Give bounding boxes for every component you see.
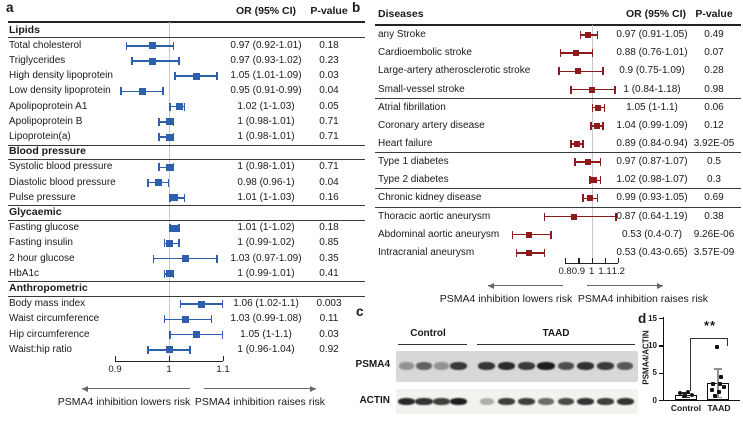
axis-tick-label: 0.8 — [558, 266, 572, 277]
or-value: 1.05 (1-1.1) — [626, 101, 678, 113]
ci-cap-right — [162, 87, 164, 95]
blot-band — [478, 362, 495, 370]
row-label: Waist circumference — [9, 313, 100, 325]
or-marker — [166, 240, 173, 247]
ci-cap-left — [574, 158, 576, 166]
or-value: 1.02 (1-1.03) — [237, 100, 295, 112]
ci-cap-right — [550, 231, 552, 239]
axis-tick — [618, 258, 619, 263]
ci-cap-right — [582, 140, 584, 148]
panel-c-label: c — [356, 304, 364, 319]
risk-arrow-right-head — [310, 386, 316, 392]
ci-cap-left — [174, 72, 176, 80]
or-marker — [171, 194, 178, 201]
or-marker — [587, 195, 593, 201]
ci-cap-left — [570, 140, 572, 148]
ci-cap-left — [147, 346, 149, 354]
significance-bracket — [690, 338, 727, 339]
ci-cap-right — [178, 239, 180, 247]
ci-cap-left — [558, 67, 560, 75]
ci-cap-left — [560, 49, 562, 57]
ci-cap-left — [158, 133, 160, 141]
blot-group-underline-taad — [477, 344, 635, 345]
significance-bracket — [727, 338, 728, 346]
row-label: Apolipoprotein A1 — [9, 100, 88, 112]
or-value: 0.89 (0.84-0.94) — [616, 137, 688, 149]
blot-band — [617, 362, 633, 370]
blot-band — [450, 398, 468, 405]
p-value: 0.06 — [704, 101, 724, 113]
row-label: Fasting insulin — [9, 237, 73, 249]
blot-band — [558, 362, 575, 370]
axis-tick-label: 0.9 — [571, 266, 585, 277]
axis-tick-label: 1 — [589, 266, 595, 277]
row-label: Total cholesterol — [9, 39, 82, 51]
ci-cap-right — [178, 57, 180, 65]
blot-band — [597, 362, 614, 370]
ci-cap-left — [153, 255, 155, 263]
p-value: 0.11 — [319, 313, 339, 325]
bar-y-axis — [663, 317, 664, 401]
x-axis-line — [565, 263, 618, 264]
panel-a-header-rule — [8, 21, 365, 23]
or-value: 0.87 (0.64-1.19) — [616, 210, 688, 222]
p-value: 0.12 — [704, 119, 724, 131]
or-value: 1 (0.84-1.18) — [623, 83, 681, 95]
bar-x-axis — [663, 400, 740, 401]
bar-y-tick-label: 0 — [652, 395, 657, 405]
row-label: Abdominal aortic aneurysm — [378, 228, 500, 240]
p-value: 0.98 — [704, 83, 724, 95]
axis-tick — [592, 258, 593, 263]
group-divider — [375, 188, 741, 189]
bar-y-tick-label: 10 — [648, 340, 657, 350]
p-value: 0.49 — [704, 29, 724, 41]
risk-arrow-left-head — [488, 283, 494, 289]
section-label: Glycaemic — [9, 206, 62, 218]
blot-band — [577, 362, 594, 370]
ci-cap-right — [178, 224, 180, 232]
p-value: 0.85 — [319, 237, 339, 249]
panel-b-pvalue-column-header: P-value — [695, 8, 733, 20]
ci-cap-left — [516, 249, 518, 257]
or-marker — [149, 42, 156, 49]
row-label: Cardioembolic stroke — [378, 47, 472, 59]
or-marker — [166, 118, 173, 125]
or-value: 0.95 (0.91-0.99) — [230, 85, 302, 97]
data-point — [690, 393, 694, 397]
blot-band — [450, 362, 467, 370]
axis-tick — [605, 258, 606, 263]
blot-group-label-taad: TAAD — [542, 328, 570, 339]
blot-group-underline-control — [398, 344, 467, 345]
or-marker — [573, 50, 579, 56]
risk-arrow-right — [587, 285, 663, 286]
or-value: 1.03 (0.99-1.08) — [230, 313, 302, 325]
group-divider — [375, 98, 741, 99]
or-marker — [198, 301, 205, 308]
bar-y-tick-label: 15 — [648, 313, 657, 323]
p-value: 0.28 — [704, 65, 724, 77]
ci-cap-left — [164, 315, 166, 323]
row-label: Body mass index — [9, 298, 86, 310]
data-point — [722, 385, 726, 389]
blot-band — [498, 398, 515, 405]
p-value: 0.003 — [316, 298, 342, 310]
or-marker — [571, 214, 577, 220]
p-value: 0.92 — [319, 343, 339, 355]
or-value: 0.9 (0.75-1.09) — [619, 65, 685, 77]
p-value: 0.71 — [319, 115, 339, 127]
or-value: 1 (0.96-1.04) — [237, 343, 295, 355]
p-value: 3.57E-09 — [693, 246, 735, 258]
or-value: 0.53 (0.43-0.65) — [616, 246, 688, 258]
or-value: 1 (0.99-1.02) — [237, 237, 295, 249]
or-marker — [166, 346, 173, 353]
or-value: 0.97 (0.92-1.01) — [230, 39, 302, 51]
data-point — [682, 394, 686, 398]
row-label: Intracranial aneurysm — [378, 246, 475, 258]
or-marker — [193, 331, 200, 338]
or-value: 1.01 (1-1.02) — [237, 222, 295, 234]
panel-a-label: a — [6, 0, 14, 15]
panel-b-or-column-header: OR (95% CI) — [625, 8, 687, 20]
data-point — [719, 375, 723, 379]
bar-category-label-taad: TAAD — [707, 403, 731, 413]
p-value: 0.03 — [319, 70, 339, 82]
axis-tick-label: 1.1 — [598, 266, 612, 277]
risk-arrow-left-head — [82, 386, 88, 392]
row-label: 2 hour glucose — [9, 252, 75, 264]
or-value: 0.97 (0.91-1.05) — [616, 29, 688, 41]
row-label: Heart failure — [378, 137, 433, 149]
row-label: Chronic kidney disease — [378, 192, 482, 204]
bar-y-tick — [659, 400, 663, 401]
ci-cap-right — [184, 103, 186, 111]
row-label: Small-vessel stroke — [378, 83, 465, 95]
ci-cap-left — [180, 300, 182, 308]
p-value: 9.26E-06 — [693, 228, 735, 240]
blot-band — [518, 362, 535, 370]
or-marker — [182, 255, 189, 262]
bar-category-label-control: Control — [670, 403, 702, 413]
axis-note-left: PSMA4 inhibition lowers risk — [57, 396, 191, 408]
ci-cap-right — [544, 249, 546, 257]
section-divider — [8, 296, 365, 297]
data-point — [717, 390, 721, 394]
p-value: 0.04 — [319, 176, 339, 188]
or-marker — [166, 134, 173, 141]
p-value: 0.23 — [319, 55, 339, 66]
blot-band — [416, 362, 432, 370]
or-marker — [182, 316, 189, 323]
blot-band — [399, 362, 414, 370]
bar-y-tick — [659, 318, 663, 319]
blot-band — [577, 398, 594, 405]
or-value: 1 (0.98-1.01) — [237, 161, 295, 173]
ci-cap-left — [158, 118, 160, 126]
panel-b-header-rule — [375, 24, 741, 26]
axis-tick-label: 0.9 — [108, 364, 122, 375]
row-label: Thoracic aortic aneurysm — [378, 210, 491, 222]
p-value: 0.16 — [319, 191, 339, 203]
row-label: Diastolic blood pressure — [9, 176, 116, 188]
ci-cap-left — [131, 57, 133, 65]
axis-note-right: PSMA4 inhibition raises risk — [577, 293, 709, 305]
or-marker — [155, 179, 162, 186]
or-marker — [574, 141, 580, 147]
axis-tick-label: 1.1 — [216, 364, 230, 375]
ci-cap-left — [589, 176, 591, 184]
or-value: 1.05 (1.01-1.09) — [230, 70, 302, 82]
p-value: 0.69 — [704, 192, 724, 204]
row-label: Hip circumference — [9, 328, 90, 340]
axis-note-right: PSMA4 inhibition raises risk — [194, 396, 326, 408]
ci-cap-left — [580, 31, 582, 39]
panel-b-label: b — [352, 0, 361, 15]
or-value: 1 (0.99-1.01) — [237, 267, 295, 279]
or-value: 1.06 (1.02-1.1) — [233, 298, 299, 310]
p-value: 0.5 — [707, 156, 721, 168]
p-value: 0.41 — [319, 267, 339, 279]
axis-tick — [223, 356, 224, 361]
ci-cap-left — [147, 179, 149, 187]
or-marker — [166, 164, 173, 171]
section-label: Blood pressure — [9, 145, 87, 158]
data-point — [713, 394, 717, 398]
ci-cap-right — [184, 194, 186, 202]
blot-group-label-control: Control — [410, 328, 446, 339]
or-value: 1.05 (1-1.1) — [240, 328, 292, 340]
row-label: Systolic blood pressure — [9, 161, 113, 173]
section-divider — [8, 220, 365, 221]
section-divider — [8, 159, 365, 160]
row-label: Coronary artery disease — [378, 119, 485, 131]
p-value: 0.07 — [704, 47, 724, 59]
panel-b-diseases-header: Diseases — [378, 8, 424, 20]
blot-band — [415, 398, 432, 405]
ci-cap-left — [512, 231, 514, 239]
row-label: HbA1c — [9, 267, 40, 279]
or-value: 0.53 (0.4-0.7) — [621, 228, 683, 240]
panel-a-pvalue-column-header: P-value — [310, 5, 348, 17]
group-divider — [375, 207, 741, 208]
bar-y-tick-label: 5 — [652, 368, 657, 378]
blot-band — [558, 398, 575, 405]
data-point — [711, 382, 715, 386]
p-value: 3.92E-05 — [693, 137, 735, 149]
ci-cap-left — [120, 87, 122, 95]
ci-cap-left — [126, 42, 128, 50]
risk-arrow-right-head — [657, 283, 663, 289]
blot-band — [518, 398, 535, 405]
or-marker — [526, 250, 532, 256]
or-value: 0.97 (0.87-1.07) — [616, 156, 688, 168]
or-value: 0.99 (0.93-1.05) — [616, 192, 688, 204]
ci-cap-right — [173, 133, 175, 141]
bar-y-tick — [659, 345, 663, 346]
ci-cap-left — [590, 122, 592, 130]
ci-cap-left — [158, 163, 160, 171]
or-value: 1.03 (0.97-1.09) — [230, 252, 302, 264]
p-value: 0.05 — [319, 100, 339, 112]
significance-bracket — [690, 338, 691, 391]
p-value: 0.71 — [319, 131, 339, 142]
or-marker — [193, 73, 200, 80]
ci-cap-right — [173, 163, 175, 171]
or-value: 0.98 (0.96-1) — [237, 176, 295, 188]
panel-d-label: d — [638, 311, 647, 326]
row-label: any Stroke — [378, 29, 426, 41]
reference-line — [592, 25, 593, 259]
p-value: 0.35 — [319, 252, 339, 264]
row-label: Large-artery atherosclerotic stroke — [378, 65, 531, 77]
blot-band — [537, 362, 555, 370]
blot-band — [597, 398, 614, 405]
row-label: Fasting glucose — [9, 222, 80, 234]
row-label: Type 2 diabetes — [378, 174, 449, 186]
p-value: 0.03 — [319, 328, 339, 340]
p-value: 0.3 — [707, 174, 721, 186]
blot-band — [434, 362, 449, 370]
axis-tick-label: 1 — [166, 364, 172, 375]
ci-cap-right — [592, 49, 594, 57]
blot-band — [433, 398, 450, 405]
risk-arrow-right — [204, 388, 316, 389]
or-marker — [149, 58, 156, 65]
row-label: Waist:hip ratio — [9, 343, 72, 355]
ci-cap-right — [173, 118, 175, 126]
or-marker — [585, 32, 591, 38]
or-value: 1 (0.98-1.01) — [237, 131, 295, 142]
row-label: High density lipoprotein — [9, 70, 113, 82]
ci-cap-left — [169, 103, 171, 111]
ci-cap-right — [173, 42, 175, 50]
blot-band — [398, 398, 416, 405]
ci-cap-left — [544, 213, 546, 221]
row-label: Type 1 diabetes — [378, 156, 449, 168]
ci-cap-left — [582, 194, 584, 202]
or-value: 1 (0.98-1.01) — [237, 115, 295, 127]
p-value: 0.38 — [704, 210, 724, 222]
axis-tick — [115, 356, 116, 361]
or-marker — [575, 68, 581, 74]
significance-label: ** — [703, 318, 717, 333]
or-value: 1.01 (1-1.03) — [237, 191, 295, 203]
blot-target-label-actin: ACTIN — [359, 395, 390, 406]
p-value: 0.18 — [319, 222, 339, 234]
or-value: 1.04 (0.99-1.09) — [616, 119, 688, 131]
p-value: 0.71 — [319, 161, 339, 173]
reference-line — [169, 22, 170, 358]
or-marker — [139, 88, 146, 95]
or-value: 1.02 (0.98-1.07) — [616, 174, 688, 186]
x-axis-line — [115, 361, 223, 362]
p-value: 0.18 — [319, 39, 339, 51]
ci-cap-left — [169, 331, 171, 339]
ci-cap-right — [168, 179, 170, 187]
ci-cap-right — [173, 270, 175, 278]
section-label: Anthropometric — [9, 282, 88, 294]
axis-note-left: PSMA4 inhibition lowers risk — [439, 293, 573, 305]
data-point — [710, 388, 714, 392]
blot-target-label-psma4: PSMA4 — [355, 359, 390, 370]
error-bar-cap-top — [714, 368, 722, 369]
axis-tick — [578, 258, 579, 263]
or-marker — [176, 103, 183, 110]
or-value: 0.97 (0.93-1.02) — [230, 55, 302, 66]
ci-cap-right — [189, 346, 191, 354]
data-point — [715, 345, 719, 349]
blot-band — [538, 398, 554, 405]
or-marker — [166, 270, 173, 277]
row-label: Lipoprotein(a) — [9, 131, 71, 142]
blot-band — [480, 398, 495, 405]
section-label: Lipids — [9, 23, 40, 36]
axis-tick — [565, 258, 566, 263]
blot-band — [617, 398, 634, 405]
section-divider — [8, 37, 365, 38]
or-marker — [526, 232, 532, 238]
or-value: 0.88 (0.76-1.01) — [616, 47, 688, 59]
p-value: 0.04 — [319, 85, 339, 97]
ci-cap-left — [570, 86, 572, 94]
or-marker — [585, 159, 591, 165]
axis-tick — [169, 356, 170, 361]
or-marker — [171, 225, 178, 232]
risk-arrow-left — [82, 388, 190, 389]
panel-a-or-column-header: OR (95% CI) — [235, 5, 297, 17]
risk-arrow-left — [488, 285, 563, 286]
bar-chart-y-axis-label: PSMA4/ACTIN — [641, 330, 651, 385]
group-divider — [375, 152, 741, 153]
blot-band — [498, 362, 515, 370]
ci-cap-left — [592, 104, 594, 112]
bar-y-tick — [659, 373, 663, 374]
row-label: Apolipoprotein B — [9, 115, 83, 127]
row-label: Pulse pressure — [9, 191, 76, 203]
row-label: Atrial fibrillation — [378, 101, 446, 113]
row-label: Low density lipoprotein — [9, 85, 111, 97]
row-label: Triglycerides — [9, 55, 66, 66]
axis-tick-label: 1.2 — [611, 266, 625, 277]
